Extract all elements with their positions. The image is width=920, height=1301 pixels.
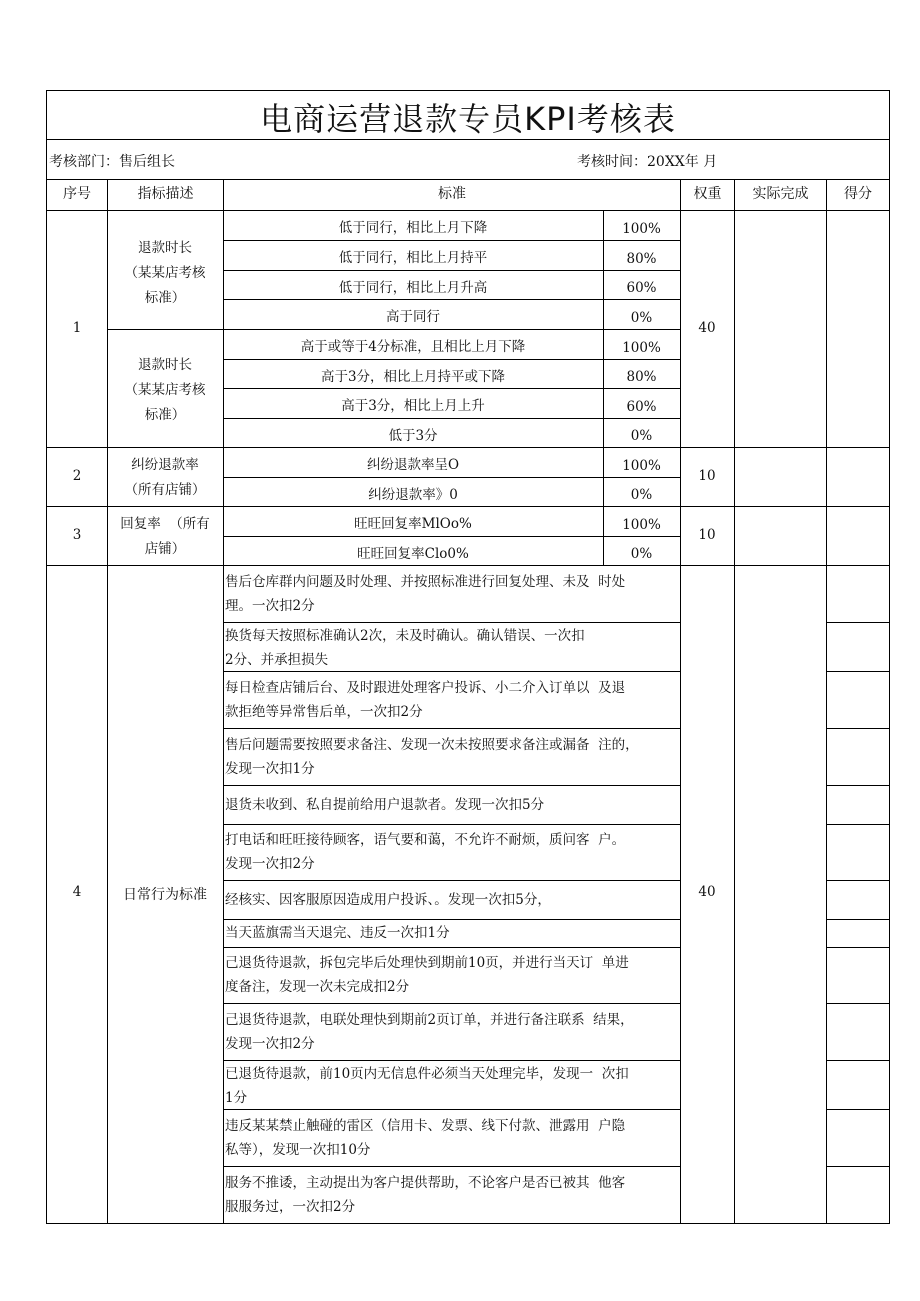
divider bbox=[826, 1166, 889, 1167]
row4-item-10: 已退货待退款，前10页内无信息件必须当天处理完毕，发现一 次扣 1分 bbox=[225, 1066, 629, 1106]
row1-weight: 40 bbox=[698, 319, 716, 336]
row4-item-8: 己退货待退款，拆包完毕后处理快到期前10页，并进行当天订 单进 度备注，发现一次未完成扣2分 bbox=[225, 955, 629, 995]
row1a-pct-0: 100% bbox=[622, 220, 661, 237]
row2-std-1: 纠纷退款率》0 bbox=[368, 486, 458, 503]
row3-weight: 10 bbox=[698, 526, 716, 543]
row1b-pct-3: 0% bbox=[630, 428, 653, 444]
divider bbox=[223, 919, 680, 920]
divider bbox=[47, 447, 889, 448]
divider bbox=[223, 1166, 680, 1167]
dept-label: 考核部门：售后组长 bbox=[49, 154, 175, 170]
divider bbox=[223, 359, 680, 360]
divider bbox=[826, 728, 889, 729]
divider bbox=[223, 418, 680, 419]
kpi-sheet bbox=[46, 90, 890, 1224]
divider bbox=[223, 477, 680, 478]
row1a-pct-3: 0% bbox=[630, 310, 653, 326]
row1-seq: 1 bbox=[72, 319, 82, 336]
divider bbox=[826, 671, 889, 672]
row1b-pct-2: 60% bbox=[626, 398, 657, 415]
row3-pct-1: 0% bbox=[630, 546, 653, 562]
header-desc: 指标描述 bbox=[108, 179, 223, 211]
page-title: 电商运营退款专员KPI考核表 bbox=[47, 91, 889, 140]
divider bbox=[47, 506, 889, 507]
meta-row bbox=[47, 139, 889, 180]
divider bbox=[826, 179, 827, 1223]
divider bbox=[223, 728, 680, 729]
row1a-std-3: 高于同行 bbox=[386, 309, 440, 326]
divider bbox=[223, 299, 680, 300]
divider bbox=[826, 947, 889, 948]
divider bbox=[223, 388, 680, 389]
header-weight: 权重 bbox=[681, 179, 734, 211]
row4-item-3: 售后问题需要按照要求备注、发现一次未按照要求备注或漏备 注的， 发现一次扣1分 bbox=[225, 736, 639, 777]
row3-pct-0: 100% bbox=[622, 516, 661, 533]
divider bbox=[223, 671, 680, 672]
row3-std-0: 旺旺回复率MlOo% bbox=[354, 516, 472, 532]
divider bbox=[223, 1109, 680, 1110]
row1b-std-2: 高于3分，相比上月上升 bbox=[341, 398, 485, 414]
divider bbox=[223, 270, 680, 271]
row4-item-9: 己退货待退款，电联处理快到期前2页订单，并进行备注联系 结果， 发现一次扣2分 bbox=[225, 1011, 634, 1052]
row4-item-7: 当天蓝旗需当天退完、违反一次扣1分 bbox=[225, 925, 450, 941]
row3-desc: 回复率 （所有 店铺） bbox=[120, 516, 210, 557]
divider bbox=[826, 880, 889, 881]
divider bbox=[826, 785, 889, 786]
row4-item-11: 违反某某禁止触碰的雷区（信用卡、发票、线下付款、泄露用 户隐 私等），发现一次扣10分 bbox=[225, 1117, 626, 1158]
divider bbox=[826, 824, 889, 825]
row4-item-12: 服务不推诿，主动提出为客户提供帮助，不论客户是否已被其 他客 服服务过，一次扣2分 bbox=[225, 1174, 626, 1215]
divider bbox=[47, 565, 889, 566]
divider bbox=[680, 179, 681, 1223]
row1a-std-1: 低于同行，相比上月持平 bbox=[338, 249, 488, 266]
divider bbox=[107, 329, 680, 330]
row1a-pct-1: 80% bbox=[626, 250, 657, 267]
divider bbox=[107, 179, 108, 1223]
header-score: 得分 bbox=[827, 179, 889, 211]
row2-pct-0: 100% bbox=[622, 457, 661, 474]
row1-desc-b: 退款时长 （某某店考核 标准） bbox=[124, 357, 206, 423]
row1b-pct-1: 80% bbox=[626, 369, 657, 385]
row2-desc: 纠纷退款率 （所有店铺） bbox=[124, 457, 206, 498]
row1a-std-0: 低于同行，相比上月下降 bbox=[338, 220, 488, 236]
divider bbox=[223, 785, 680, 786]
row4-seq: 4 bbox=[72, 884, 82, 900]
header-std: 标准 bbox=[224, 179, 680, 211]
row1b-pct-0: 100% bbox=[622, 339, 661, 356]
row4-item-1: 换货每天按照标准确认2次，未及时确认。确认错误、一次扣 2分、并承担损失 bbox=[225, 628, 585, 668]
row4-item-2: 每日检查店铺后台、及时跟进处理客户投诉、小二介入订单以 及退 款拒绝等异常售后单，一次扣2分 bbox=[225, 679, 626, 720]
row1a-std-2: 低于同行，相比上月升高 bbox=[338, 279, 488, 296]
divider bbox=[734, 179, 735, 1223]
row4-item-5: 打电话和旺旺接待顾客，语气要和蔼，不允许不耐烦，质问客 户。 发现一次扣2分 bbox=[225, 832, 626, 872]
divider bbox=[826, 622, 889, 623]
row3-seq: 3 bbox=[72, 526, 82, 543]
row2-std-0: 纠纷退款率呈O bbox=[366, 457, 460, 473]
row2-seq: 2 bbox=[72, 467, 82, 484]
divider bbox=[826, 919, 889, 920]
divider bbox=[826, 1003, 889, 1004]
divider bbox=[223, 622, 680, 623]
divider bbox=[223, 1060, 680, 1061]
divider bbox=[223, 179, 224, 1223]
row4-desc: 日常行为标准 bbox=[123, 887, 207, 903]
header-actual: 实际完成 bbox=[735, 179, 826, 211]
divider bbox=[223, 880, 680, 881]
row4-item-6: 经核实、因客服原因造成用户投诉、。发现一次扣5分， bbox=[225, 891, 551, 908]
row4-item-0: 售后仓库群内问题及时处理、并按照标准进行回复处理、未及 时处 理。一次扣2分 bbox=[225, 573, 626, 614]
divider bbox=[223, 947, 680, 948]
row4-item-4: 退货未收到、私自提前给用户退款者。发现一次扣5分 bbox=[225, 796, 545, 813]
divider bbox=[223, 536, 680, 537]
divider bbox=[223, 240, 680, 241]
row2-weight: 10 bbox=[698, 467, 716, 484]
row2-pct-1: 0% bbox=[630, 487, 653, 503]
row1-desc-a: 退款时长 （某某店考核 标准） bbox=[124, 240, 206, 306]
divider bbox=[826, 1109, 889, 1110]
divider bbox=[223, 1003, 680, 1004]
row1a-pct-2: 60% bbox=[626, 280, 657, 297]
header-seq: 序号 bbox=[47, 179, 107, 211]
row1b-std-0: 高于或等于4分标准，且相比上月下降 bbox=[300, 339, 526, 355]
row1b-std-3: 低于3分 bbox=[388, 427, 438, 444]
row4-weight: 40 bbox=[698, 884, 716, 900]
divider bbox=[223, 824, 680, 825]
row1b-std-1: 高于3分，相比上月持平或下降 bbox=[320, 368, 506, 385]
row3-std-1: 旺旺回复率Clo0% bbox=[357, 545, 469, 562]
divider bbox=[826, 1060, 889, 1061]
time-label: 考核时间：20XX年 月 bbox=[577, 154, 718, 170]
